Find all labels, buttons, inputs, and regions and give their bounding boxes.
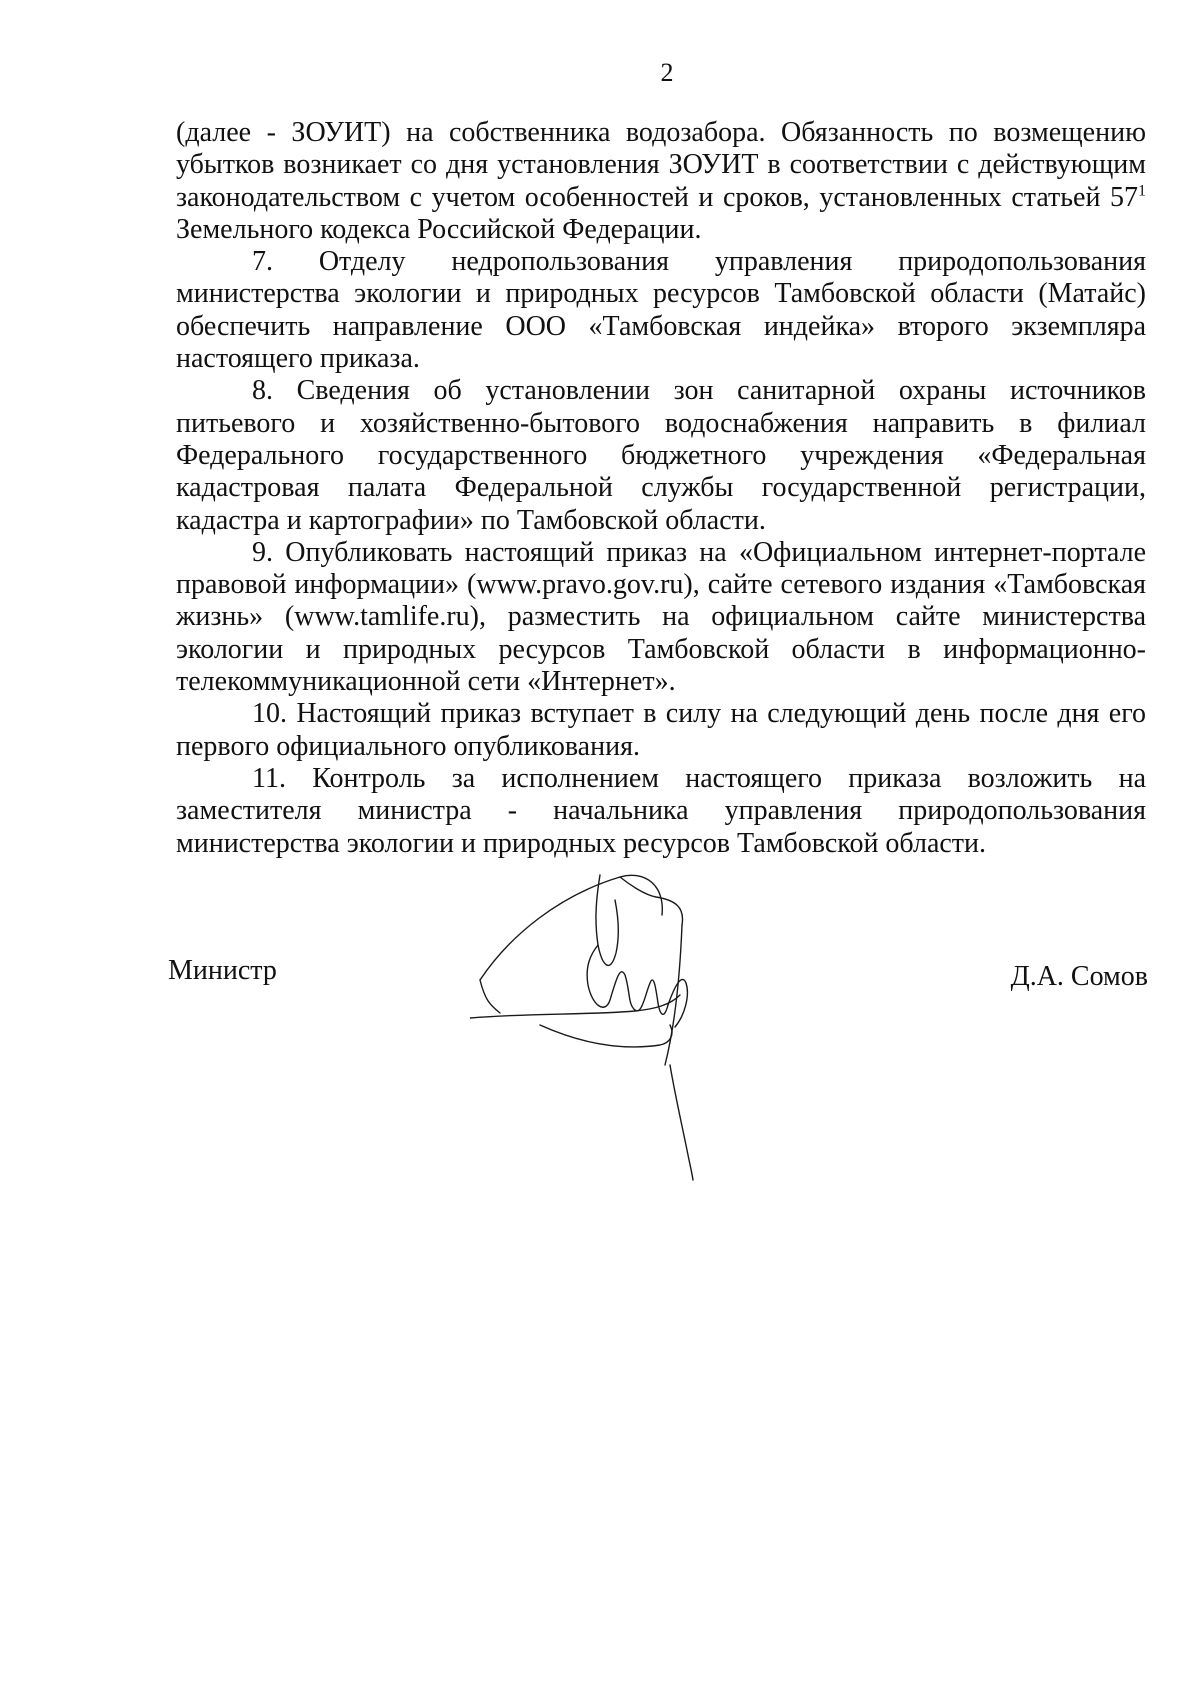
- paragraph-text: (далее - ЗОУИТ) на собственника водозабора. Обязанность по возмещению убытков возникает со дня установления ЗОУИТ в соответствии с действующим законодательством с учетом особенностей и сроков, установленных статьей 57: [176, 117, 1146, 213]
- paragraph-item-11: 11. Контроль за исполнением настоящего приказа возложить на заместителя министра - начальника управления природопользования министерства экологии и природных ресурсов Тамбовской области.: [176, 762, 1146, 859]
- handwritten-signature: [470, 855, 770, 1185]
- signatory-name: Д.А. Сомов: [1010, 961, 1148, 992]
- paragraph-continuation: [176, 117, 1146, 246]
- document-body: [176, 117, 1146, 860]
- paragraph-item-9: 9. Опубликовать настоящий приказ на «Официальном интернет-портале правовой информации» (www.pravo.gov.ru), сайте сетевого издания «Тамбовская жизнь» (www.tamlife.ru), разместить на официальном сайте министерства экологии и природных ресурсов Тамбовской области в информационно-телекоммуникационной сети «Интернет».: [176, 536, 1146, 698]
- paragraph-text-end: Земельного кодекса Российской Федерации.: [176, 213, 702, 245]
- paragraph-item-8: 8. Сведения об установлении зон санитарной охраны источников питьевого и хозяйственно-бытового водоснабжения направить в филиал Федерального государственного бюджетного учреждения «Федеральная кадастровая палата Федеральной службы государственной регистрации, кадастра и картографии» по Тамбовской области.: [176, 375, 1146, 536]
- paragraph-item-7: 7. Отделу недропользования управления природопользования министерства экологии и природных ресурсов Тамбовской области (Матайс) обеспечить направление ООО «Тамбовская индейка» второго экземпляра настоящего приказа.: [176, 246, 1146, 375]
- superscript: 1: [1138, 182, 1146, 200]
- paragraph-item-10: 10. Настоящий приказ вступает в силу на следующий день после дня его первого официального опубликования.: [176, 698, 1146, 762]
- signatory-title: Министр: [168, 955, 277, 986]
- page-number: 2: [660, 58, 674, 87]
